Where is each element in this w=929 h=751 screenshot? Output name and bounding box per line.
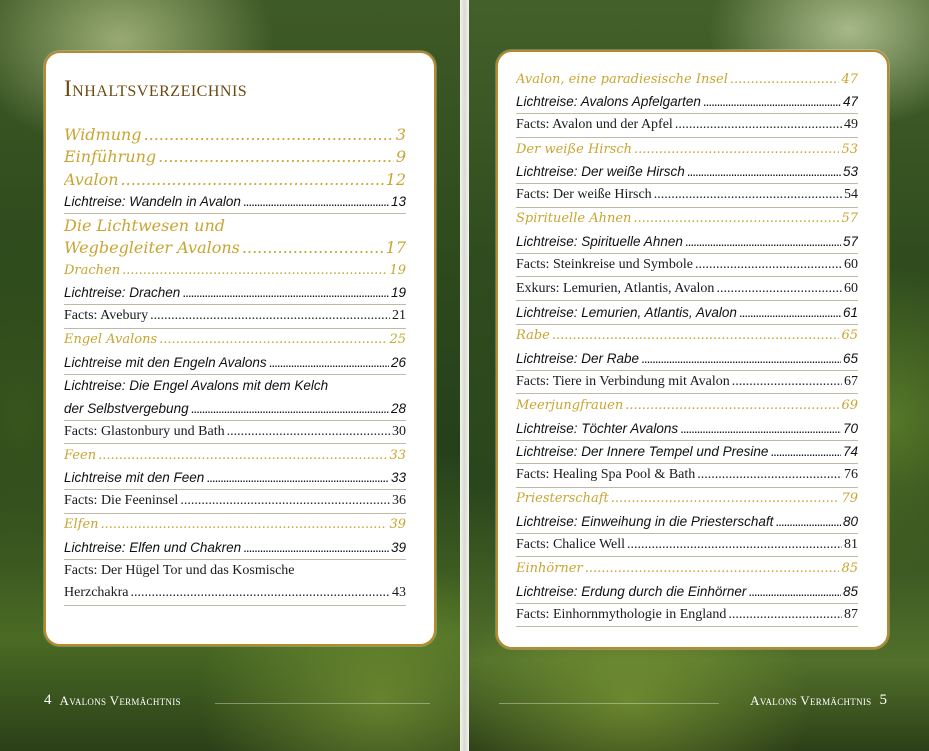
toc-entry-label: Rabe [516, 328, 550, 344]
toc-entry-page: 33 [390, 470, 406, 486]
toc-entry [516, 561, 858, 576]
leader-dots [748, 584, 841, 599]
toc-entry-page: 26 [390, 354, 406, 370]
toc-row [516, 68, 858, 91]
footer-rule-left [215, 703, 430, 704]
toc-row [64, 490, 406, 513]
toc-entry [516, 281, 858, 297]
toc-row [516, 394, 858, 417]
leader-dots [675, 117, 842, 133]
toc-entry [64, 238, 406, 257]
leader-dots [122, 263, 387, 278]
toc-entry-page: 12 [385, 169, 406, 189]
toc-entry-page: 87 [844, 606, 858, 622]
toc-entry [64, 147, 406, 166]
toc-entry-label: Lichtreise: Spirituelle Ahnen [516, 233, 683, 249]
toc-entry-label: Lichtreise: Der Rabe [516, 350, 640, 366]
leader-dots [680, 421, 841, 436]
toc-entry-label: Facts: Die Feeninsel [64, 493, 179, 509]
toc-entry-label: Facts: Chalice Well [516, 537, 626, 553]
toc-entry-label: Lichtreise: Der weiße Hirsch [516, 164, 685, 180]
footer-right [742, 692, 887, 709]
toc-entry [64, 540, 406, 555]
toc-entry [516, 537, 858, 553]
toc-row [64, 467, 406, 490]
toc-entry-label: Elfen [64, 517, 99, 533]
toc-entry [64, 448, 406, 463]
leader-dots [131, 585, 390, 601]
leader-dots [641, 351, 841, 366]
running-title-left: Avalons Vermächtnis [59, 692, 181, 708]
toc-entry-label: Drachen [64, 262, 121, 278]
toc-entry-page: 79 [841, 491, 858, 507]
toc-entry-label: Einhörner [516, 561, 583, 577]
entry-divider [516, 626, 858, 627]
toc-row [516, 138, 858, 161]
toc-row [516, 604, 858, 627]
toc-entry-label: Lichtreise: Avalons Apfelgarten [516, 94, 701, 110]
toc-entry-page: 21 [392, 308, 406, 324]
entry-divider [64, 605, 406, 606]
toc-entry [516, 374, 858, 390]
toc-entry-page: 9 [395, 147, 406, 167]
toc-entry-label: Facts: Avebury [64, 308, 149, 324]
toc-entry-label: Lichtreise: Der Innere Tempel und Presine [516, 444, 769, 460]
leader-dots [144, 125, 394, 144]
toc-row [64, 123, 406, 146]
leader-dots [732, 374, 842, 390]
toc-entry-label: Herzchakra [64, 585, 129, 601]
toc-entry-page: 49 [844, 117, 858, 133]
running-title-right: Avalons Vermächtnis [750, 692, 872, 708]
toc-entry-page: 69 [841, 398, 858, 414]
toc-entry-page: 47 [841, 71, 858, 87]
toc-entry [516, 257, 858, 273]
toc-entry-page: 53 [841, 141, 858, 157]
toc-entry-page: 43 [392, 585, 406, 601]
book-gutter [460, 0, 469, 751]
toc-entry-label: Facts: Tiere in Verbindung mit Avalon [516, 374, 730, 390]
toc-row [64, 329, 406, 352]
toc-entry-label: Lichtreise: Erdung durch die Einhörner [516, 583, 747, 599]
toc-entry-page: 39 [390, 539, 406, 555]
toc-entry-line: Facts: Der Hügel Tor und das Kosmische [64, 562, 295, 578]
toc-row [64, 351, 406, 374]
leader-dots [770, 444, 841, 459]
toc-entry-label: Facts: Healing Spa Pool & Bath [516, 467, 696, 483]
toc-entry-page: 36 [392, 493, 406, 509]
leader-dots [98, 448, 387, 463]
toc-entry-label: Lichtreise mit den Engeln Avalons [64, 354, 267, 370]
toc-entry-page: 25 [389, 332, 406, 348]
leader-dots [625, 398, 839, 413]
toc-entry [516, 467, 858, 483]
leader-dots [685, 234, 841, 249]
toc-card-left [44, 51, 436, 646]
toc-entry-label: Einführung [64, 147, 157, 167]
toc-entry [516, 491, 858, 506]
toc-row [516, 114, 858, 137]
toc-entry [64, 194, 406, 209]
leader-dots [121, 170, 384, 189]
toc-row [516, 91, 858, 114]
toc-entry [64, 170, 406, 189]
toc-card-right [496, 50, 889, 649]
leader-dots [158, 147, 394, 166]
leader-dots [243, 194, 389, 209]
leader-dots [611, 491, 840, 506]
leader-dots [730, 72, 840, 87]
toc-entry-label: Facts: Steinkreise und Symbole [516, 257, 693, 273]
toc-entry-label: Wegbegleiter Avalons [64, 238, 240, 258]
toc-entry-page: 65 [842, 350, 858, 366]
toc-row [516, 277, 858, 300]
toc-entry-page: 28 [390, 400, 406, 416]
page-number-right: 5 [879, 692, 887, 708]
leader-dots [716, 281, 842, 297]
leader-dots [728, 607, 842, 623]
toc-entry-page: 76 [844, 467, 858, 483]
toc-entry [64, 285, 406, 300]
toc-row [516, 301, 858, 324]
leader-dots [654, 187, 842, 203]
leader-dots [206, 470, 389, 485]
toc-row [64, 514, 406, 537]
toc-entry-page: 3 [395, 124, 406, 144]
toc-entry [64, 263, 406, 278]
toc-row [64, 560, 406, 583]
toc-row [64, 305, 406, 328]
toc-entry-label: Avalon [64, 169, 119, 189]
toc-row [64, 214, 406, 237]
toc-entry-page: 60 [844, 257, 858, 273]
toc-entry [516, 514, 858, 529]
toc-entry [64, 401, 406, 416]
toc-entry-label: Engel Avalons [64, 332, 158, 348]
leader-dots [627, 537, 842, 553]
toc-row [64, 397, 406, 420]
leader-dots [150, 308, 390, 324]
toc-entry [516, 584, 858, 599]
toc-entry [64, 470, 406, 485]
leader-dots [634, 142, 839, 157]
toc-entry [64, 355, 406, 370]
toc-row [516, 417, 858, 440]
toc-row [516, 510, 858, 533]
toc-entry-label: Der weiße Hirsch [516, 141, 632, 157]
leader-dots [775, 514, 841, 529]
toc-row [516, 160, 858, 183]
toc-entry-page: 13 [390, 194, 406, 210]
leader-dots [159, 332, 387, 347]
toc-entry-page: 53 [842, 164, 858, 180]
toc-row [516, 580, 858, 603]
leader-dots [552, 328, 840, 343]
toc-entries-right [516, 68, 858, 627]
toc-entry [516, 234, 858, 249]
toc-entry [516, 142, 858, 157]
toc-entry-label: Lichtreise: Elfen und Chakren [64, 539, 242, 555]
toc-entry-page: 39 [389, 517, 406, 533]
toc-entry-page: 30 [392, 423, 406, 439]
leader-dots [739, 305, 841, 320]
toc-row [64, 282, 406, 305]
footer-left [44, 692, 189, 709]
toc-entry-page: 19 [389, 262, 406, 278]
toc-entry-label: Lichtreise: Lemurien, Atlantis, Avalon [516, 304, 737, 320]
toc-entry [516, 72, 858, 87]
toc-entry-label: Facts: Der weiße Hirsch [516, 187, 652, 203]
toc-entry [516, 211, 858, 226]
toc-row [64, 536, 406, 559]
toc-entry [516, 305, 858, 320]
toc-entry-line: Lichtreise: Die Engel Avalons mit dem Kelch [64, 378, 329, 394]
toc-entry [64, 125, 406, 144]
toc-row [516, 230, 858, 253]
toc-row [516, 534, 858, 557]
toc-entry [516, 94, 858, 109]
right-page [469, 0, 929, 751]
toc-row [516, 325, 858, 348]
toc-entry-label: Widmung [64, 124, 142, 144]
leader-dots [180, 493, 390, 509]
toc-row [64, 582, 406, 605]
leader-dots [697, 467, 842, 483]
toc-row [516, 208, 858, 231]
leader-dots [633, 211, 839, 226]
toc-row [516, 347, 858, 370]
toc-row [64, 444, 406, 467]
toc-row [516, 254, 858, 277]
toc-entry-label: Spirituelle Ahnen [516, 211, 632, 227]
toc-entry-label: Lichtreise: Wandeln in Avalon [64, 194, 241, 210]
toc-entry-label: Feen [64, 447, 97, 463]
toc-entry [516, 444, 858, 459]
toc-row [516, 488, 858, 511]
toc-entry-label: Meerjungfrauen [516, 398, 624, 414]
toc-row [516, 464, 858, 487]
toc-row [516, 557, 858, 580]
toc-entry [516, 328, 858, 343]
toc-entry-page: 17 [385, 238, 406, 258]
toc-row [64, 421, 406, 444]
toc-entry-page: 67 [844, 374, 858, 390]
toc-entry-page: 60 [844, 280, 858, 296]
toc-entry-page: 47 [842, 94, 858, 110]
toc-entry-page: 61 [842, 304, 858, 320]
toc-entry-label: Facts: Glastonbury und Bath [64, 423, 225, 439]
toc-entry [64, 493, 406, 509]
toc-entry-label: der Selbstvergebung [64, 400, 189, 416]
leader-dots [269, 355, 389, 370]
toc-entry-page: 33 [389, 447, 406, 463]
toc-entry [64, 517, 406, 532]
toc-entry [516, 187, 858, 203]
toc-row [64, 146, 406, 169]
leader-dots [191, 401, 389, 416]
toc-title: Inhaltsverzeichnis [64, 76, 248, 101]
toc-entries-left [64, 123, 406, 606]
toc-entry-label: Lichtreise: Einweihung in die Priesterschaft [516, 514, 774, 530]
toc-row [64, 191, 406, 214]
toc-row [64, 375, 406, 398]
toc-entry [64, 424, 406, 440]
toc-entry-page: 85 [842, 583, 858, 599]
toc-entry-label: Exkurs: Lemurien, Atlantis, Avalon [516, 280, 715, 296]
toc-entry-page: 80 [842, 514, 858, 530]
toc-entry [516, 351, 858, 366]
leader-dots [695, 257, 842, 273]
page-number-left: 4 [44, 692, 52, 708]
toc-entry-label: Facts: Avalon und der Apfel [516, 117, 673, 133]
toc-row [64, 259, 406, 282]
toc-entry-label: Lichtreise: Drachen [64, 285, 181, 301]
toc-row [516, 441, 858, 464]
toc-entry-label: Avalon, eine paradiesische Insel [516, 71, 728, 87]
toc-entry-page: 57 [842, 233, 858, 249]
toc-entry-label: Lichtreise mit den Feen [64, 470, 205, 486]
toc-entry-label: Facts: Einhornmythologie in England [516, 606, 727, 622]
toc-entry-page: 65 [841, 328, 858, 344]
footer-rule-right [499, 703, 719, 704]
toc-entry [64, 308, 406, 324]
toc-entry-page: 19 [390, 285, 406, 301]
toc-entry [516, 421, 858, 436]
toc-entry-label: Lichtreise: Töchter Avalons [516, 420, 679, 436]
toc-entry [64, 585, 406, 601]
leader-dots [243, 540, 389, 555]
toc-entry-page: 54 [844, 187, 858, 203]
toc-entry-page: 70 [842, 420, 858, 436]
toc-row [64, 168, 406, 191]
toc-entry-page: 74 [842, 444, 858, 460]
toc-row [516, 184, 858, 207]
leader-dots [101, 517, 388, 532]
left-page [0, 0, 460, 751]
toc-entry [516, 398, 858, 413]
leader-dots [242, 238, 384, 257]
toc-entry-page: 81 [844, 537, 858, 553]
toc-entry [64, 332, 406, 347]
leader-dots [585, 561, 840, 576]
leader-dots [182, 285, 389, 300]
toc-entry-label: Priesterschaft [516, 491, 609, 507]
toc-entry-page: 85 [841, 561, 858, 577]
toc-entry [516, 164, 858, 179]
toc-row [64, 237, 406, 260]
toc-entry [516, 117, 858, 133]
leader-dots [703, 94, 841, 109]
toc-row [516, 371, 858, 394]
leader-dots [227, 424, 390, 440]
toc-entry [516, 607, 858, 623]
toc-entry-line: Die Lichtwesen und [64, 215, 226, 235]
leader-dots [687, 164, 841, 179]
toc-entry-page: 57 [841, 211, 858, 227]
